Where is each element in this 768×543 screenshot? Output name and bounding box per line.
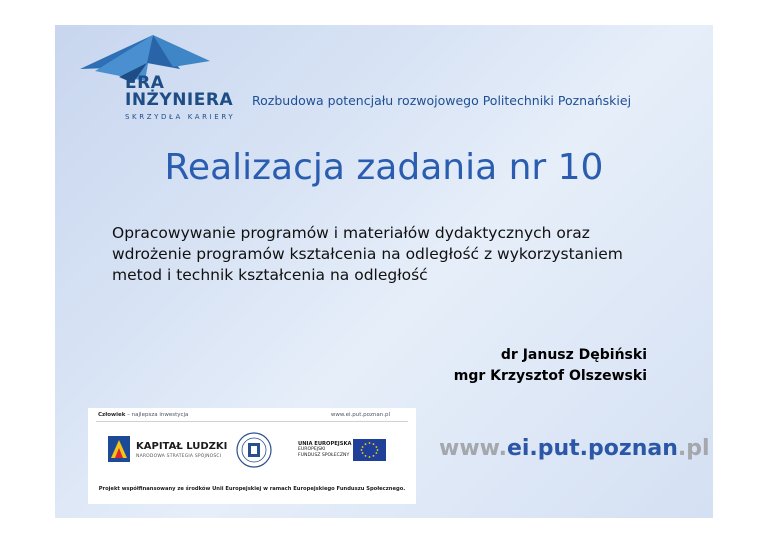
slogan-rest: – najlepsza inwestycja (125, 412, 189, 418)
description: Opracowywanie programów i materiałów dydaktycznych oraz wdrożenie programów kształcenia na odległość z wykorzystaniem metod i technik kształcenia na odległość (112, 224, 623, 284)
eu-line2: EUROPEJSKI (298, 447, 326, 452)
footer-url: www.ei.put.poznan.pl (330, 412, 390, 418)
website-prefix: www. (439, 436, 507, 461)
slogan-bold: Człowiek (98, 412, 126, 418)
funding-logos-box (88, 408, 416, 504)
eu-line3: FUNDUSZ SPOŁECZNY (298, 453, 350, 458)
logo-tagline: SKRZYDŁA KARIERY (125, 113, 236, 121)
author-1: dr Janusz Dębiński (500, 347, 647, 363)
cofinancing-note: Projekt współfinansowany ze środków Unii Europejskiej w ramach Europejskiego Funduszu Społecznego. (98, 486, 406, 492)
authors (454, 345, 647, 387)
slogan (98, 412, 188, 418)
kapital-ludzki-title: KAPITAŁ LUDZKI (136, 441, 228, 452)
website-dot: . (677, 436, 687, 461)
logo-line2: INŻYNIERA (125, 90, 234, 110)
divider (96, 421, 408, 422)
university-seal-icon (236, 432, 272, 468)
slide (55, 25, 713, 518)
logo-line1: ERA (125, 73, 165, 93)
eu-text (298, 441, 352, 459)
website-suffix: pl (686, 436, 710, 461)
eu-flag-icon (353, 439, 386, 461)
kapital-ludzki-icon (108, 436, 130, 462)
website-main: ei.put.poznan (506, 436, 678, 461)
website-link[interactable] (439, 436, 710, 461)
page-title: Realizacja zadania nr 10 (164, 147, 604, 188)
kapital-ludzki-sub: NARODOWA STRATEGIA SPÓJNOŚCI (136, 454, 222, 459)
eu-line1: UNIA EUROPEJSKA (298, 441, 352, 447)
header-subtitle: Rozbudowa potencjału rozwojowego Politechniki Poznańskiej (252, 93, 632, 108)
author-2: mgr Krzysztof Olszewski (453, 368, 647, 384)
